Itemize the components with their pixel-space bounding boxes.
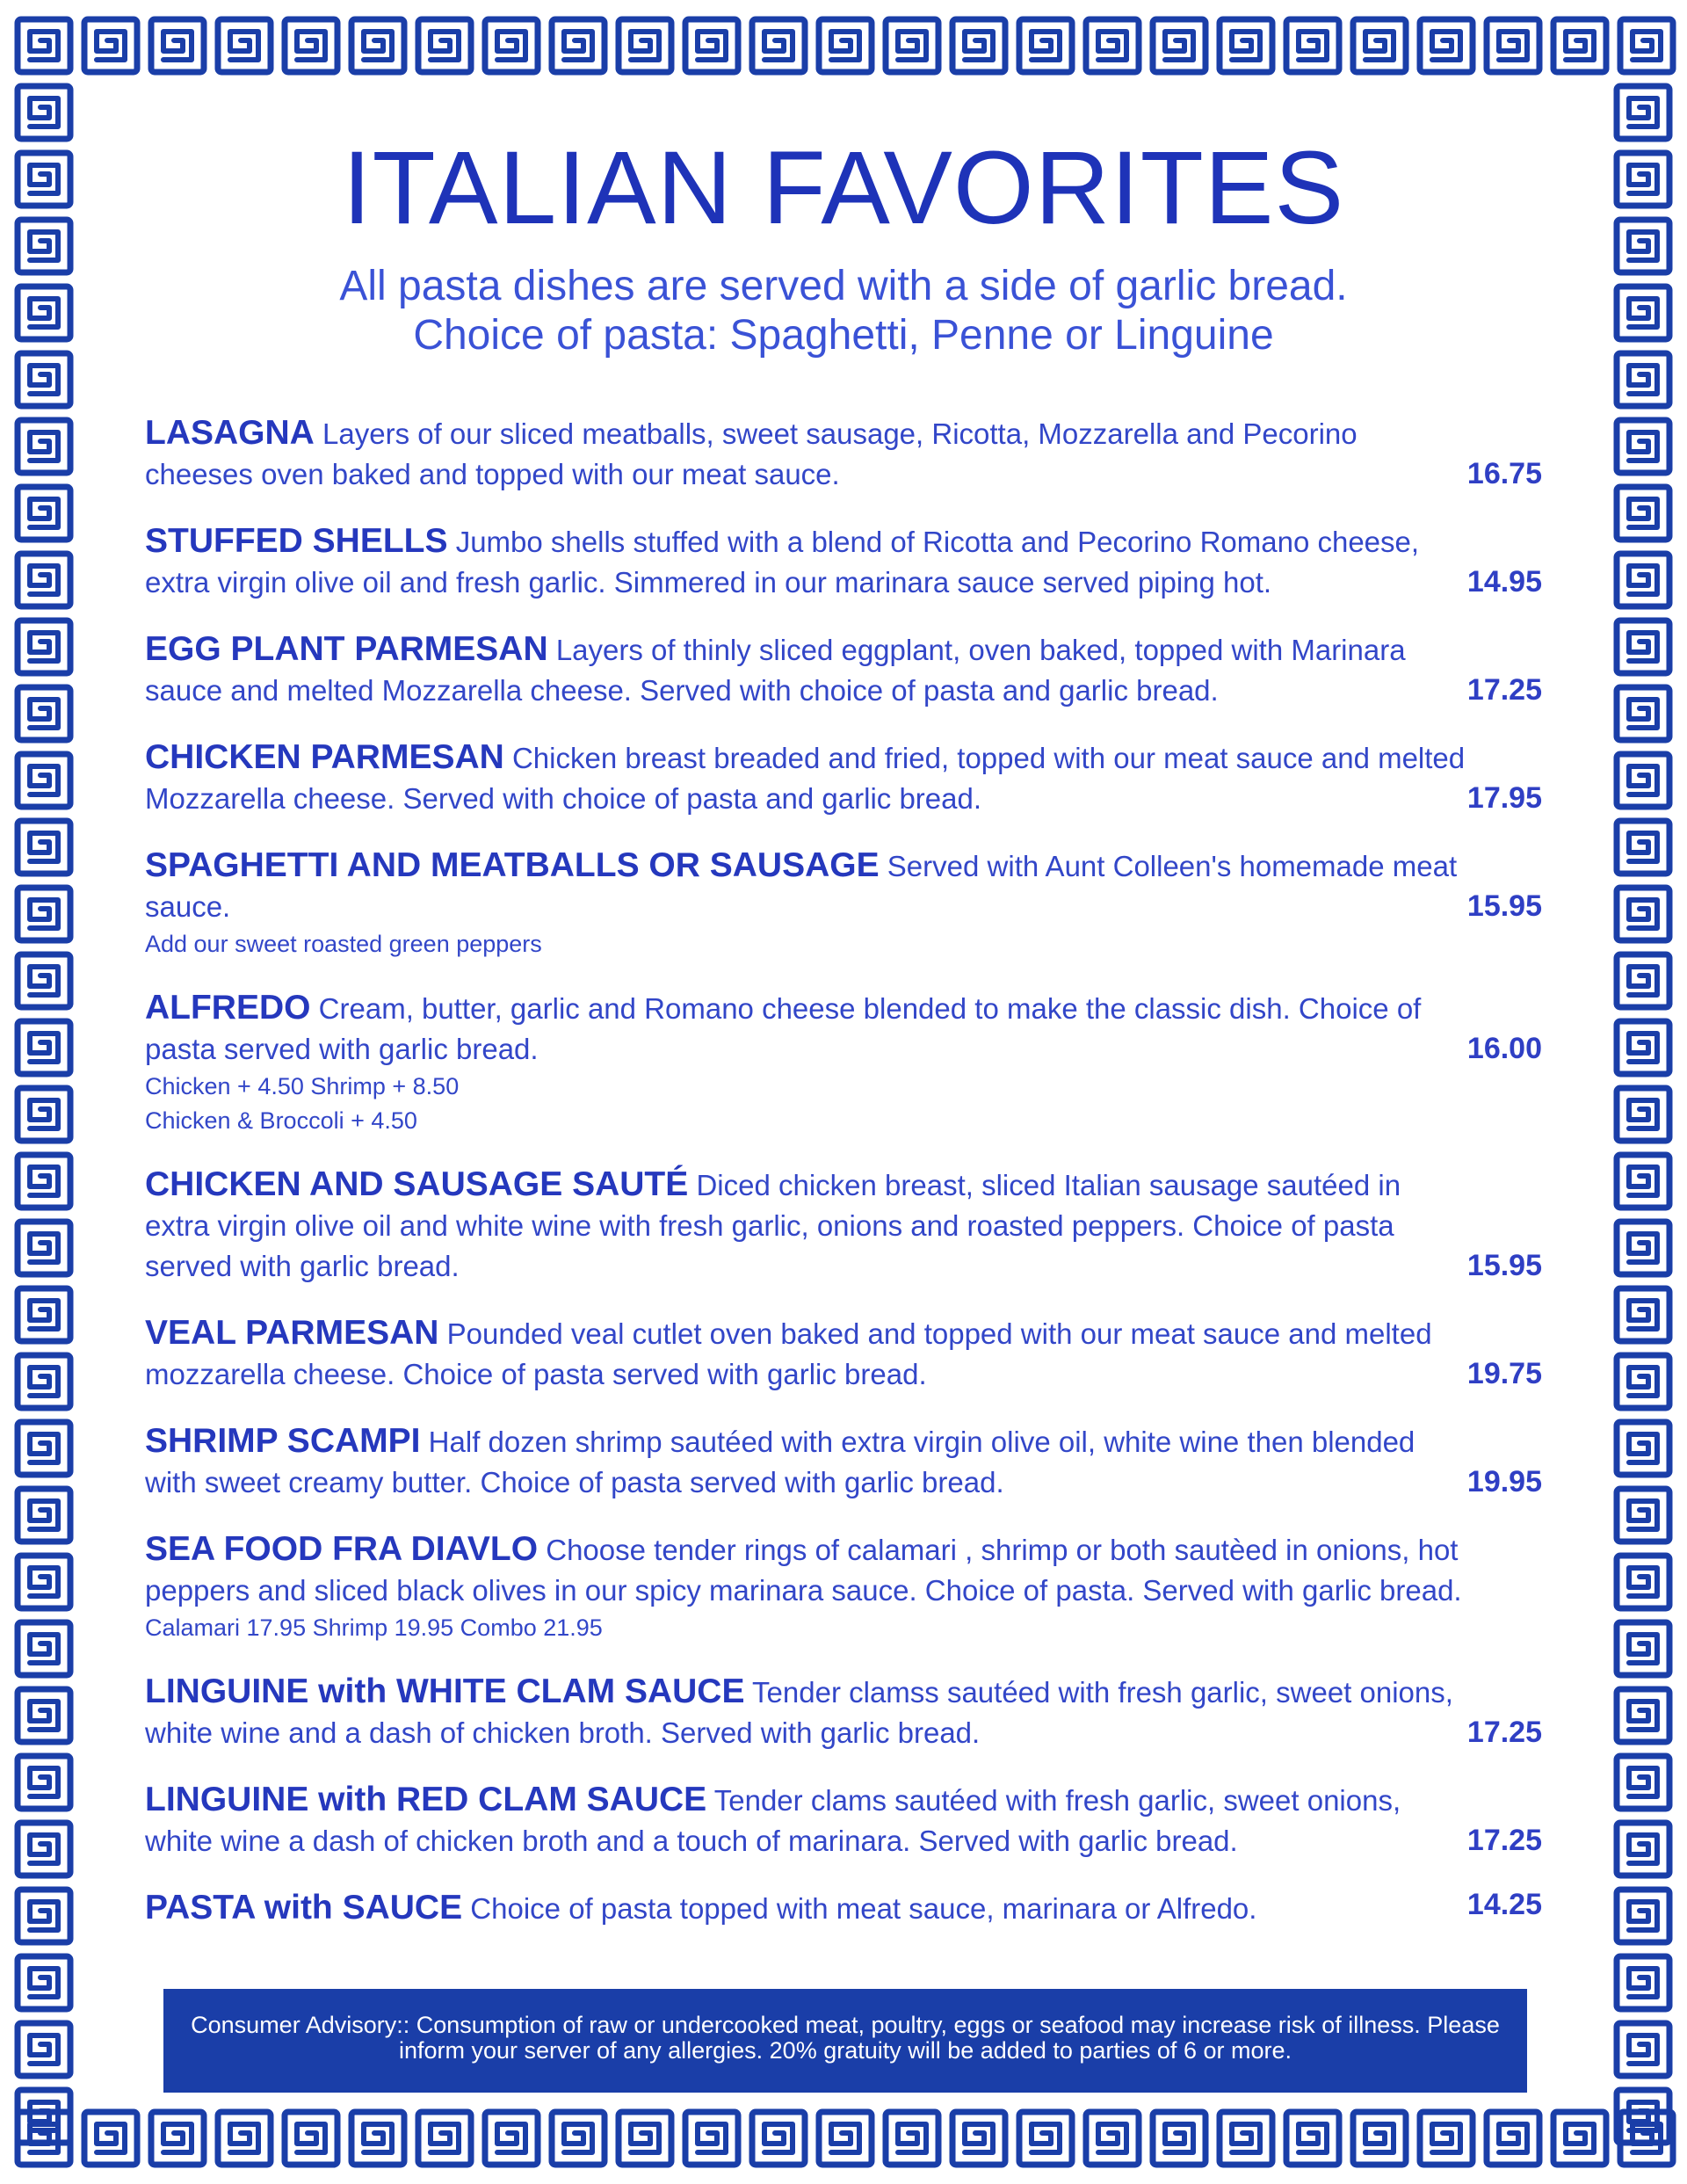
menu-item bbox=[145, 1672, 1542, 1753]
greek-key-tile bbox=[285, 19, 337, 72]
greek-key-tile bbox=[819, 19, 872, 72]
greek-key-tile bbox=[1617, 754, 1669, 807]
greek-key-tile bbox=[886, 2112, 938, 2165]
item-description: Jumbo shells stuffed with a blend of Ricotta and Pecorino Romano cheese, extra virgin olive oil and fresh garlic. Simmered in our marinara sauce served piping hot. bbox=[145, 525, 1420, 599]
greek-key-tile bbox=[1617, 821, 1669, 874]
item-description: Pounded veal cutlet oven baked and topped with our meat sauce and melted mozzarella cheese. Choice of pasta served with garlic bread. bbox=[145, 1317, 1432, 1390]
greek-key-tile bbox=[18, 1155, 70, 1208]
item-addon: Chicken + 4.50 Shrimp + 8.50 bbox=[145, 1072, 460, 1099]
item-name: SHRIMP SCAMPI bbox=[145, 1421, 421, 1460]
greek-key-tile bbox=[1019, 2112, 1072, 2165]
item-price: 15.95 bbox=[1466, 1248, 1542, 1282]
greek-key-tile bbox=[1620, 19, 1673, 72]
item-name: SEA FOOD FRA DIAVLO bbox=[145, 1529, 539, 1568]
item-addon: Add our sweet roasted green peppers bbox=[145, 930, 542, 957]
item-price: 17.95 bbox=[1466, 780, 1542, 815]
greek-key-tile bbox=[18, 754, 70, 807]
greek-key-tile bbox=[1617, 888, 1669, 940]
greek-key-tile bbox=[552, 2112, 605, 2165]
greek-key-tile bbox=[1617, 1890, 1669, 1942]
greek-key-tile bbox=[1553, 2112, 1606, 2165]
greek-key-tile bbox=[18, 1622, 70, 1675]
item-description: Tender clams sautéed with fresh garlic, sweet onions, white wine a dash of chicken broth and a touch of marinara. Served with garlic bread. bbox=[145, 1783, 1401, 1857]
item-price: 16.75 bbox=[1466, 456, 1542, 490]
greek-key-tile bbox=[1617, 153, 1669, 206]
page-title: ITALIAN FAVORITES bbox=[342, 130, 1345, 246]
greek-key-tile bbox=[218, 19, 271, 72]
greek-key-tile bbox=[18, 888, 70, 940]
menu-item bbox=[145, 1421, 1542, 1503]
item-price: 17.25 bbox=[1466, 1823, 1542, 1857]
item-description: Cream, butter, garlic and Romano cheese blended to make the classic dish. Choice of pasta served with garlic bread. bbox=[145, 991, 1422, 1065]
greek-key-tile bbox=[752, 19, 805, 72]
greek-key-tile bbox=[1220, 19, 1272, 72]
greek-key-tile bbox=[18, 954, 70, 1007]
subtitle bbox=[145, 262, 1542, 360]
greek-key-tile bbox=[18, 1489, 70, 1542]
greek-key-tile bbox=[151, 19, 204, 72]
greek-key-tile bbox=[1617, 687, 1669, 740]
greek-key-tile bbox=[18, 287, 70, 339]
greek-key-tile bbox=[84, 19, 137, 72]
greek-key-tile bbox=[819, 2112, 872, 2165]
greek-key-tile bbox=[1617, 1756, 1669, 1809]
item-name: PASTA with SAUCE bbox=[145, 1888, 463, 1926]
greek-key-tile bbox=[1617, 220, 1669, 272]
greek-key-tile bbox=[1617, 86, 1669, 139]
item-description: Choice of pasta topped with meat sauce, marinara or Alfredo. bbox=[470, 1891, 1257, 1925]
greek-key-tile bbox=[1617, 1689, 1669, 1742]
greek-key-tile bbox=[151, 2112, 204, 2165]
item-name: ALFREDO bbox=[145, 988, 311, 1027]
greek-key-tile bbox=[485, 19, 538, 72]
item-price: 16.00 bbox=[1466, 1031, 1542, 1065]
greek-key-tile bbox=[1617, 1088, 1669, 1141]
item-description: Tender clamss sautéed with fresh garlic, sweet onions, white wine and a dash of chicken broth. Served with garlic bread. bbox=[145, 1675, 1453, 1749]
menu-item bbox=[145, 1780, 1542, 1861]
item-description: Layers of thinly sliced eggplant, oven baked, topped with Marinara sauce and melted Mozzarella cheese. Served with choice of pasta and garlic bread. bbox=[145, 633, 1406, 707]
greek-key-tile bbox=[1086, 2112, 1139, 2165]
greek-key-tile bbox=[619, 2112, 671, 2165]
greek-key-tile bbox=[1617, 287, 1669, 339]
item-name: SPAGHETTI AND MEATBALLS OR SAUSAGE bbox=[145, 845, 880, 884]
greek-key-tile bbox=[1617, 1222, 1669, 1274]
item-name: CHICKEN PARMESAN bbox=[145, 737, 504, 776]
greek-key-tile bbox=[18, 2023, 70, 2076]
greek-key-tile bbox=[18, 1556, 70, 1608]
greek-key-tile bbox=[18, 687, 70, 740]
greek-key-tile bbox=[418, 19, 471, 72]
greek-key-tile bbox=[18, 554, 70, 606]
item-description: Half dozen shrimp sautéed with extra virgin olive oil, white wine then blended with sweet creamy butter. Choice of pasta served with garlic bread. bbox=[145, 1425, 1415, 1498]
greek-key-tile bbox=[1617, 420, 1669, 473]
subtitle-line-2: Choice of pasta: Spaghetti, Penne or Linguine bbox=[413, 311, 1274, 359]
item-addon: Chicken & Broccoli + 4.50 bbox=[145, 1107, 417, 1134]
item-price: 14.95 bbox=[1466, 564, 1542, 599]
item-name: VEAL PARMESAN bbox=[145, 1313, 439, 1352]
menu-item bbox=[145, 413, 1542, 495]
greek-key-tile bbox=[1487, 2112, 1539, 2165]
item-description: Diced chicken breast, sliced Italian sausage sautéed in extra virgin olive oil and white wine with fresh garlic, onions and roasted peppers. Choice of pasta served with garlic bread. bbox=[145, 1168, 1401, 1282]
greek-key-tile bbox=[1019, 19, 1072, 72]
item-name: LINGUINE with RED CLAM SAUCE bbox=[145, 1780, 707, 1818]
greek-key-tile bbox=[18, 19, 70, 72]
greek-key-tile bbox=[1153, 2112, 1206, 2165]
greek-key-tile bbox=[1617, 487, 1669, 540]
greek-key-tile bbox=[218, 2112, 271, 2165]
greek-key-tile bbox=[18, 86, 70, 139]
greek-key-tile bbox=[18, 1355, 70, 1408]
subtitle-line-1: All pasta dishes are served with a side of garlic bread. bbox=[339, 262, 1348, 309]
greek-key-tile bbox=[1286, 2112, 1339, 2165]
item-price: 17.25 bbox=[1466, 672, 1542, 707]
greek-key-tile bbox=[1617, 954, 1669, 1007]
greek-key-tile bbox=[351, 19, 404, 72]
item-price: 19.95 bbox=[1466, 1464, 1542, 1498]
item-price: 17.25 bbox=[1466, 1715, 1542, 1749]
greek-key-tile bbox=[1220, 2112, 1272, 2165]
item-name: LASAGNA bbox=[145, 413, 315, 452]
greek-key-tile bbox=[886, 19, 938, 72]
greek-key-tile bbox=[1420, 2112, 1473, 2165]
menu-item bbox=[145, 1529, 1542, 1645]
greek-key-tile bbox=[18, 1689, 70, 1742]
greek-key-tile bbox=[1617, 1556, 1669, 1608]
greek-key-tile bbox=[18, 1756, 70, 1809]
greek-key-tile bbox=[18, 1222, 70, 1274]
greek-key-tile bbox=[18, 1288, 70, 1341]
greek-key-tile bbox=[1353, 19, 1406, 72]
greek-key-tile bbox=[18, 1088, 70, 1141]
greek-key-tile bbox=[18, 487, 70, 540]
greek-key-tile bbox=[18, 1956, 70, 2009]
menu-item bbox=[145, 1313, 1542, 1395]
greek-key-tile bbox=[18, 420, 70, 473]
item-price: 14.25 bbox=[1466, 1887, 1542, 1921]
menu-item bbox=[145, 1165, 1542, 1287]
greek-key-tile bbox=[1617, 1823, 1669, 1876]
greek-key-tile bbox=[1617, 1355, 1669, 1408]
greek-key-tile bbox=[18, 1422, 70, 1475]
greek-key-tile bbox=[752, 2112, 805, 2165]
greek-key-tile bbox=[619, 19, 671, 72]
greek-key-tile bbox=[1617, 1021, 1669, 1074]
menu-item bbox=[145, 845, 1542, 961]
menu-item bbox=[145, 988, 1542, 1138]
menu-content bbox=[145, 132, 1542, 1955]
item-addon: Calamari 17.95 Shrimp 19.95 Combo 21.95 bbox=[145, 1614, 603, 1641]
greek-key-tile bbox=[1617, 1288, 1669, 1341]
menu-item bbox=[145, 521, 1542, 603]
greek-key-tile bbox=[18, 1890, 70, 1942]
greek-key-tile bbox=[685, 19, 738, 72]
menu-item bbox=[145, 629, 1542, 711]
greek-key-tile bbox=[351, 2112, 404, 2165]
consumer-advisory: Consumer Advisory:: Consumption of raw or undercooked meat, poultry, eggs or seafood may increase risk of illness. Please inform your server of any allergies. 20% gratuity will be added to parties of 6 or more. bbox=[163, 1989, 1527, 2093]
item-description: Served with Aunt Colleen's homemade meat sauce. bbox=[145, 849, 1458, 923]
greek-key-tile bbox=[485, 2112, 538, 2165]
greek-key-tile bbox=[1617, 1956, 1669, 2009]
item-description: Chicken breast breaded and fried, topped with our meat sauce and melted Mozzarella cheese. Served with choice of pasta and garlic bread. bbox=[145, 741, 1466, 815]
greek-key-tile bbox=[18, 1823, 70, 1876]
greek-key-tile bbox=[1353, 2112, 1406, 2165]
greek-key-tile bbox=[418, 2112, 471, 2165]
item-name: LINGUINE with WHITE CLAM SAUCE bbox=[145, 1672, 745, 1710]
greek-key-tile bbox=[1553, 19, 1606, 72]
greek-key-tile bbox=[18, 220, 70, 272]
greek-key-tile bbox=[1617, 1622, 1669, 1675]
item-price: 19.75 bbox=[1466, 1356, 1542, 1390]
greek-key-tile bbox=[552, 19, 605, 72]
item-description: Layers of our sliced meatballs, sweet sausage, Ricotta, Mozzarella and Pecorino cheeses oven baked and topped with our meat sauce. bbox=[145, 417, 1358, 490]
greek-key-tile bbox=[1617, 1422, 1669, 1475]
item-name: EGG PLANT PARMESAN bbox=[145, 629, 548, 668]
menu-item bbox=[145, 737, 1542, 819]
menu-item bbox=[145, 1888, 1542, 1929]
greek-key-tile bbox=[1153, 19, 1206, 72]
greek-key-tile bbox=[84, 2112, 137, 2165]
greek-key-tile bbox=[18, 353, 70, 406]
greek-key-tile bbox=[1617, 1489, 1669, 1542]
item-name: CHICKEN AND SAUSAGE SAUTÉ bbox=[145, 1165, 689, 1203]
greek-key-tile bbox=[1086, 19, 1139, 72]
greek-key-tile bbox=[1617, 1155, 1669, 1208]
item-name: STUFFED SHELLS bbox=[145, 521, 448, 560]
greek-key-tile bbox=[1617, 2023, 1669, 2076]
item-description: Choose tender rings of calamari , shrimp or both sautèed in onions, hot peppers and sliced black olives in our spicy marinara sauce. Choice of pasta. Served with garlic bread. bbox=[145, 1533, 1462, 1607]
greek-key-tile bbox=[1617, 554, 1669, 606]
greek-key-tile bbox=[685, 2112, 738, 2165]
menu-items bbox=[145, 413, 1542, 1929]
item-price: 15.95 bbox=[1466, 889, 1542, 923]
greek-key-tile bbox=[952, 19, 1005, 72]
greek-key-tile bbox=[18, 153, 70, 206]
greek-key-tile bbox=[1487, 19, 1539, 72]
greek-key-tile bbox=[18, 1021, 70, 1074]
greek-key-tile bbox=[952, 2112, 1005, 2165]
greek-key-tile bbox=[1617, 353, 1669, 406]
greek-key-tile bbox=[18, 821, 70, 874]
greek-key-tile bbox=[285, 2112, 337, 2165]
greek-key-tile bbox=[1617, 620, 1669, 673]
greek-key-tile bbox=[1420, 19, 1473, 72]
greek-key-tile bbox=[1286, 19, 1339, 72]
greek-key-tile bbox=[18, 620, 70, 673]
